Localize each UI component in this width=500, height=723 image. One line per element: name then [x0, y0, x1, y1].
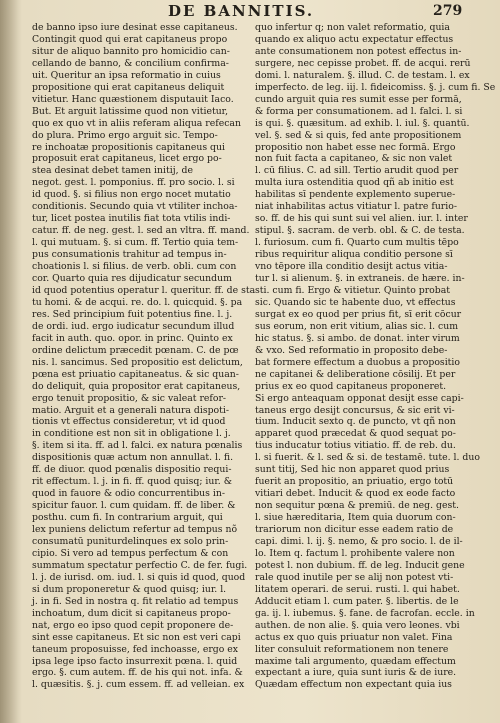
text-line: quando ex aliquo actu expectatur effectus	[255, 33, 454, 45]
text-line: actus ex quo quis priuatur non valet. Fina	[255, 631, 453, 643]
text-line: spicitur fauor. l. cum quidam. ff. de liber. &	[32, 500, 236, 512]
text-line: cellando de banno, & concilium confirma-	[32, 57, 229, 69]
text-line: consumatū puniturdelinques ex solo prin-	[32, 535, 229, 547]
text-line: l. j. de iurisd. om. iud. l. si quis id quod, quod	[32, 571, 246, 583]
text-line: sus eorum, non erit vitium, alias sic. l. cum	[255, 320, 459, 332]
text-line: quo ex quo vt in aliis referam aliqua refecan	[32, 117, 241, 129]
text-line: quod in fauore & odio concurrentibus in-	[32, 488, 225, 500]
text-line: sunt titij, Sed hic non apparet quod prius	[255, 464, 450, 476]
text-line: Adducit etiam l. cum pater. §. libertis. de le	[255, 595, 459, 607]
text-line: ordine delictum præcedit pœnam. C. de pœ	[32, 344, 239, 356]
text-line: l. cū filius. C. ad sill. Tertio arudit quod per	[255, 165, 459, 177]
text-line: maxime tali argumento, quædam effectum	[255, 655, 456, 667]
text-line: habilitas sī pendente explemento superue-	[255, 189, 456, 201]
text-line: l. quæsitis. §. j. cum essem. ff. ad velleian. ex	[32, 679, 245, 691]
text-line: & forma per consumationem. ad l. falci. l. si	[255, 105, 463, 117]
text-line: propositione qui erat capitaneus deliquit	[32, 81, 225, 93]
text-line: ga. ij. l. iubemus. §. fane. de facrofan. eccle. in	[255, 607, 475, 619]
text-line: dispositionis quæ actum non annullat. l. fi.	[32, 452, 234, 464]
text-line: potest l. non dubium. ff. de leg. Inducit gene	[255, 559, 465, 571]
text-line: expectant a iure, quia sunt iuris & de iure.	[255, 667, 457, 679]
text-line: pus consumationis trahitur ad tempus in-	[32, 249, 227, 261]
text-line: situr de aliquo bannito pro homicidio can-	[32, 45, 230, 57]
text-line: l. siue hæreditaria, Item quia duorum con-	[255, 512, 456, 524]
text-line: j. in fi. Sed in nostra q. fit relatio ad tempus	[32, 595, 239, 607]
text-line: apparet quod præcedat & quod sequat po-	[255, 428, 456, 440]
text-line: cipio. Si vero ad tempus perfectum & con	[32, 547, 229, 559]
text-line: matio. Arguit et a generali natura dispoti-	[32, 404, 229, 416]
text-line: facit in auth. quo. opor. in princ. Quinto ex	[32, 332, 233, 344]
text-line: ipsa lege ipso facto insurrexit pœna. l. quid	[32, 655, 238, 667]
text-line: l. si fuerit. & l. sed & si. de testamē. tute. l. duo	[255, 452, 480, 464]
text-line: ante consumationem non potest effectus in-	[255, 45, 462, 57]
text-line: Si ergo anteaquam opponat desijt esse capi-	[255, 392, 464, 404]
text-line: taneus ergo desijt concursus, & sic erit vi-	[255, 404, 455, 416]
text-line: sic. Quando sic te habente duo, vt effectus	[255, 296, 456, 308]
text-line: negot. gest. l. pomponius. ff. pro socio. l. si	[32, 177, 235, 189]
binding-shadow	[0, 0, 22, 723]
text-line: do deliquit, quia propositor erat capitaneus,	[32, 380, 241, 392]
text-line: vitiari debet. Inducit & quod ex eode facto	[255, 488, 456, 500]
text-line: cundo arguit quia res sumit esse per formā,	[255, 93, 462, 105]
text-line: si dum proponeretur & quod quisq; iur. l.	[32, 583, 227, 595]
text-line: Quædam effectum non expectant quia ius	[255, 679, 452, 691]
text-line: vno tēpore illa conditio desijt actus vitia-	[255, 261, 448, 273]
text-line: l. qui mutuam. §. si cum. ff. Tertio quia tem-	[32, 237, 239, 249]
right-column	[255, 22, 496, 712]
text-line: lex puniens delictum refertur ad tempus nõ	[32, 524, 238, 536]
text-line: capi. dimi. l. ij. §. nemo, & pro socio. l. de il-	[255, 535, 463, 547]
text-line: in conditione est non sit in obligatione l. j.	[32, 428, 231, 440]
text-line: uit. Queritur an ipsa reformatio in cuius	[32, 69, 221, 81]
text-line: vitietur. Hanc quæstionem disputauit Iaco.	[32, 93, 234, 105]
text-line: re inchoatæ propositionis capitaneus qui	[32, 141, 225, 153]
text-line: Contingit quod qui erat capitaneus propo	[32, 33, 228, 45]
text-line: lo. Item q. factum l. prohibente valere non	[255, 547, 455, 559]
text-line: cor. Quarto quia res dijudicatur secundum	[32, 273, 232, 285]
text-line: niat inhabilitas actus vitiatur l. patre furio-	[255, 201, 457, 213]
text-line: imperfecto. de leg. iij. l. fideicomiss. §. j. cum fi. Se	[255, 81, 496, 93]
text-line: ff. de diuor. quod pœnalis dispositio requi-	[32, 464, 232, 476]
text-line: tius inducatur totius vitiatio. ff. de reb. du.	[255, 440, 456, 452]
running-head: DE BANNITIS.	[168, 2, 315, 20]
text-line: ribus requiritur aliqua conditio persone sī	[255, 249, 453, 261]
text-line: stea desinat debet tamen initij, de	[32, 165, 193, 177]
text-line: res. Sed principium fuit potentius fine. l. j.	[32, 308, 233, 320]
text-line: summatum spectatur perfectio C. de fer. fugi.	[32, 559, 248, 571]
text-line: domi. l. naturalem. §. illud. C. de testam. l. ex	[255, 69, 470, 81]
text-line: ergo. §. cum autem. ff. de his qui not. infa. &	[32, 667, 243, 679]
text-line: multa iura ostenditia quod qñ ab initio est	[255, 177, 454, 189]
left-column	[32, 22, 256, 712]
text-line: nis. l. sancimus. Sed propositio est delictum,	[32, 356, 243, 368]
text-line: non sequitur pœna & premiū. de neg. gest.	[255, 500, 459, 512]
text-line: tionis vt effectus consideretur, vt id quod	[32, 416, 226, 428]
text-line: trariorum non dicitur esse eadem ratio de	[255, 524, 454, 536]
text-line: surgat ex eo quod per prius fit, sī erit cōcur	[255, 308, 462, 320]
text-line: prius ex eo quod capitaneus proponeret.	[255, 380, 447, 392]
text-line: so. ff. de his qui sunt sui vel alien. iur. l. inter	[255, 213, 468, 225]
text-line: taneum proposuisse, fed inchoasse, ergo ex	[32, 643, 239, 655]
text-line: is qui. §. quæsitum. ad exhib. l. iul. §. quantū.	[255, 117, 470, 129]
text-line: posthu. cum fi. In contrarium arguit, qui	[32, 512, 223, 524]
text-line: inchoatum, dum dicit si capitaneus propo-	[32, 607, 231, 619]
text-line: rit effectum. l. j. in fi. ff. quod quisq; iur. &	[32, 476, 232, 488]
text-line: tium. Inducit sexto q. de puncto, vt qñ non	[255, 416, 456, 428]
text-line: sti. cum fi. Ergo & vitietur. Quinto probat	[255, 284, 451, 296]
text-line: catur. ff. de neg. gest. l. sed an vltra. ff. mand.	[32, 225, 250, 237]
text-line: rale quod inutile per se alij non potest vti-	[255, 571, 454, 583]
text-line: choationis l. si filius. de verb. obli. cum con	[32, 261, 237, 273]
text-line: fuerit an propositio, an priuatio, ergo totū	[255, 476, 454, 488]
text-line: stipul. §. sacram. de verb. obl. & C. de testa.	[255, 225, 465, 237]
text-line: authen. de non alie. §. quia vero leones. vbi	[255, 619, 460, 631]
text-line: conditionis. Secundo quia vt vtiliter inchoa-	[32, 201, 238, 213]
text-line: de banno ipso iure desinat esse capitaneus.	[32, 22, 238, 33]
text-line: ergo tenuit propositio, & sic valeat refor-	[32, 392, 227, 404]
text-line: bat formere effectum a duobus a propositio	[255, 356, 460, 368]
text-line: & vxo. Sed reformatio in proposito debe-	[255, 344, 448, 356]
text-line: tu homi. & de acqui. re. do. l. quicquid. §. pa	[32, 296, 243, 308]
text-line: tur, licet postea inutilis fiat tota vtilis indi-	[32, 213, 231, 225]
text-line: surgere, nec cepisse probet. ff. de acqui. rerū	[255, 57, 471, 69]
text-line: litatem operari. de serui. rusti. l. qui habet.	[255, 583, 460, 595]
text-line: propositio non habet esse nec formā. Ergo	[255, 141, 456, 153]
text-line: nat, ergo eo ipso quod cepit proponere de-	[32, 619, 234, 631]
text-line: quo infertur q; non valet reformatio, quia	[255, 22, 450, 33]
text-line: l. furiosum. cum fi. Quarto cum multis tēpo	[255, 237, 459, 249]
text-line: do plura. Primo ergo arguit sic. Tempo-	[32, 129, 218, 141]
text-line: pœna est priuatio capitaneatus. & sic quan-	[32, 368, 239, 380]
text-line: non fuit facta a capitaneo, & sic non valet	[255, 153, 453, 165]
text-line: proposuit erat capitaneus, licet ergo po-	[32, 153, 222, 165]
page-header	[0, 2, 500, 24]
text-line: §. item si ita. ff. ad l. falci. ex natura pœnalis	[32, 440, 243, 452]
text-line: id quod. §. si filius non ergo nocet mutatio	[32, 189, 231, 201]
text-line: liter consuluit reformationem non tenere	[255, 643, 449, 655]
text-line: id quod potentius operatur l. queritur. ff. de sta	[32, 284, 256, 296]
text-line: de ordi. iud. ergo iudicatur secundum illud	[32, 320, 235, 332]
page-number: 279	[433, 3, 463, 19]
text-line: vel. §. sed & si quis, fed ante propositionem	[255, 129, 462, 141]
text-line: hic status. §. si ambo. de donat. inter virum	[255, 332, 460, 344]
text-line: sint esse capitaneus. Et sic non est veri capi	[32, 631, 241, 643]
text-line: ne capitanei & deliberatione cōsilij. Et per	[255, 368, 456, 380]
text-line: But. Et arguit latissime quod non vitietur,	[32, 105, 229, 117]
text-line: tur l. si alienum. §. in extraneis. de hære. in-	[255, 273, 465, 285]
